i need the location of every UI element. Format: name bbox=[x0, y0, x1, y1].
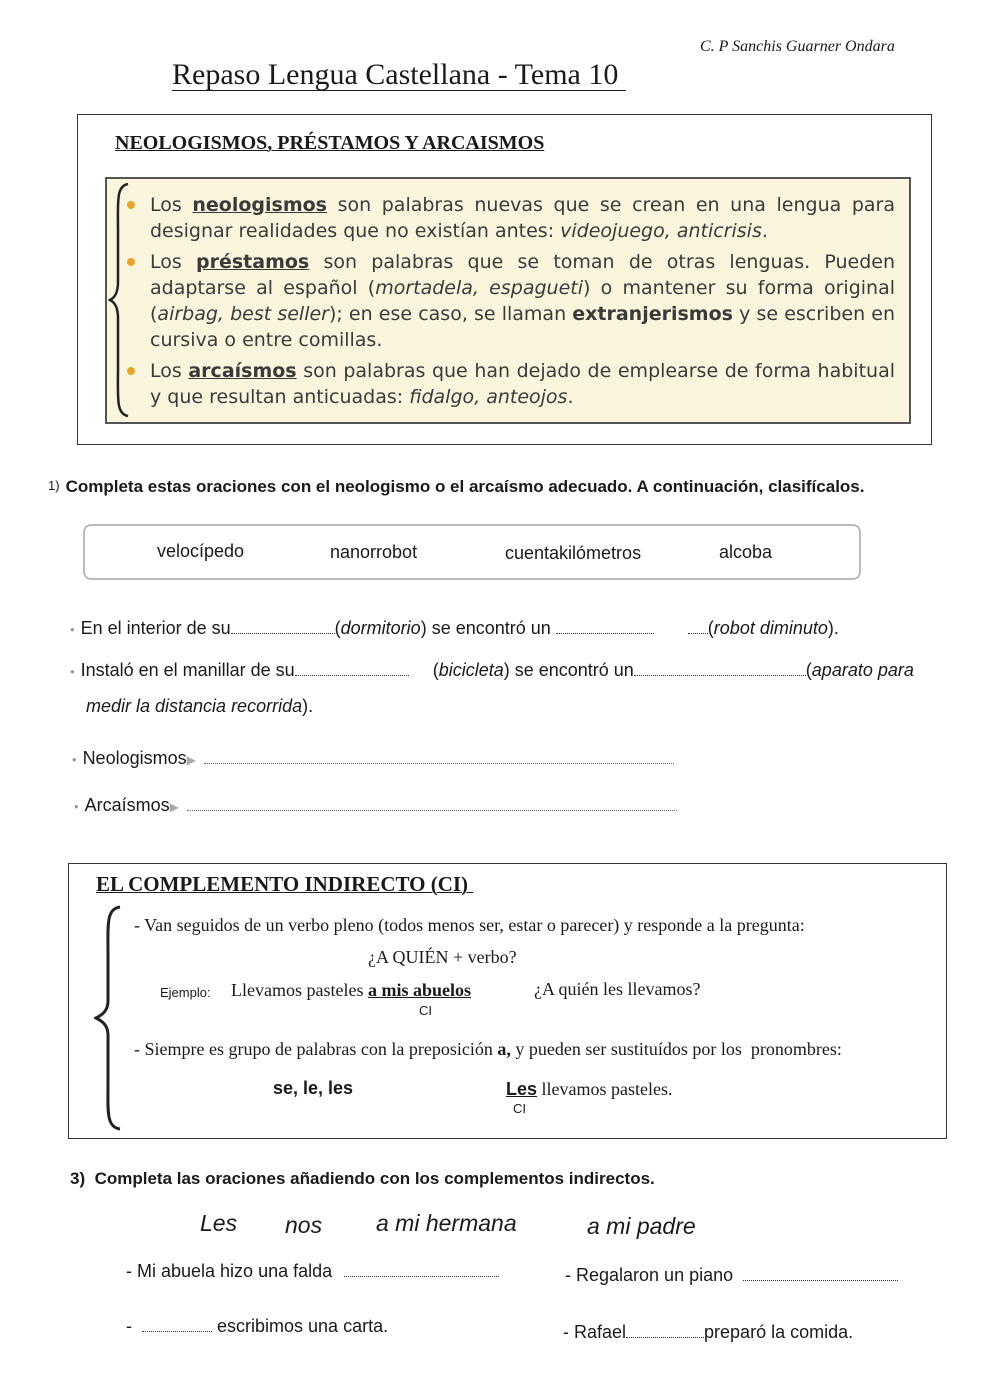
page-title: Repaso Lengua Castellana - Tema 10 bbox=[172, 58, 626, 91]
theory-text bbox=[150, 192, 895, 415]
bullet-icon bbox=[127, 201, 135, 209]
answer-blank[interactable] bbox=[231, 619, 335, 634]
sentence-1: • En el interior de su (dormitorio) se encontró un (robot diminuto). bbox=[70, 618, 839, 638]
answer-blank[interactable] bbox=[295, 661, 409, 676]
answer-blank[interactable] bbox=[142, 1317, 212, 1332]
curly-brace-icon bbox=[94, 905, 124, 1131]
ci-option: Les bbox=[200, 1210, 238, 1236]
ci-rule-1: - Van seguidos de un verbo pleno (todos menos ser, estar o parecer) y responde a la pregunta: bbox=[134, 915, 805, 935]
bullet-icon bbox=[127, 258, 135, 266]
ci-sentence-4: - Rafael preparó la comida. bbox=[563, 1322, 854, 1342]
ci-pronouns: se, le, les bbox=[273, 1078, 354, 1098]
ci-tag: CI bbox=[513, 1101, 526, 1116]
ci-tag: CI bbox=[419, 1003, 432, 1018]
exercise-3-instruction: 3) Completa las oraciones añadiendo con los complementos indirectos. bbox=[70, 1169, 655, 1188]
bullet-icon: • bbox=[70, 664, 75, 679]
ci-example: Llevamos pasteles a mis abuelos bbox=[231, 980, 471, 1000]
answer-blank[interactable] bbox=[743, 1266, 898, 1281]
answer-blank[interactable] bbox=[688, 619, 708, 634]
ci-question: ¿A QUIÉN + verbo? bbox=[368, 947, 517, 967]
arrow-right-icon: ▶ bbox=[186, 753, 196, 767]
arrow-right-icon: ▶ bbox=[169, 800, 179, 814]
bullet-icon: • bbox=[72, 752, 77, 767]
word-option: nanorrobot bbox=[330, 542, 418, 562]
bullet-icon: • bbox=[74, 799, 79, 814]
answer-blank[interactable] bbox=[634, 661, 806, 676]
ci-example-2: Les llevamos pasteles. bbox=[506, 1079, 673, 1099]
word-option: alcoba bbox=[719, 542, 773, 562]
ci-rule-2: - Siempre es grupo de palabras con la preposición a, y pueden ser sustituídos por los pronombres: bbox=[134, 1039, 842, 1059]
answer-blank[interactable] bbox=[187, 796, 677, 811]
section-title-neologismos: NEOLOGISMOS, PRÉSTAMOS Y ARCAISMOS bbox=[115, 132, 545, 154]
ci-option: nos bbox=[285, 1212, 323, 1238]
ci-option: a mi padre bbox=[587, 1213, 696, 1239]
ci-example-question: ¿A quién les llevamos? bbox=[534, 979, 701, 999]
answer-blank[interactable] bbox=[556, 619, 654, 634]
theory-item-arcaismos: Los arcaísmos son palabras que han dejado de emplearse de forma habitual y que resultan anticuadas: fidalgo, anteojos. bbox=[150, 358, 895, 410]
school-name: C. P Sanchis Guarner Ondara bbox=[700, 38, 895, 55]
answer-blank[interactable] bbox=[344, 1262, 499, 1277]
answer-blank[interactable] bbox=[204, 749, 674, 764]
bullet-icon bbox=[127, 367, 135, 375]
ci-sentence-3: - escribimos una carta. bbox=[126, 1316, 389, 1336]
sentence-2: • Instaló en el manillar de su (bicicleta) se encontró un (aparato para bbox=[70, 660, 914, 680]
exercise-1-instruction: 1) Completa estas oraciones con el neologismo o el arcaísmo adecuado. A continuación, clasifícalos. bbox=[48, 477, 865, 496]
theory-item-prestamos: Los préstamos son palabras que se toman de otras lenguas. Pueden adaptarse al español (mortadela, espagueti) o mantener su forma original (airbag, best seller); en ese caso, se llaman extranjerismos y se escriben en cursiva o entre comillas. bbox=[150, 249, 895, 353]
section-title-ci: EL COMPLEMENTO INDIRECTO (CI) bbox=[96, 872, 474, 896]
curly-brace-icon bbox=[108, 182, 132, 418]
theory-item-neologismos: Los neologismos son palabras nuevas que se crean en una lengua para designar realidades que no existían antes: videojuego, anticrisis. bbox=[150, 192, 895, 244]
sentence-2-continuation: medir la distancia recorrida). bbox=[86, 696, 314, 716]
neologismos-row: • Neologismos▶ bbox=[72, 748, 674, 769]
example-label: Ejemplo: bbox=[160, 985, 211, 1000]
ci-sentence-1: - Mi abuela hizo una falda bbox=[126, 1261, 499, 1282]
answer-blank[interactable] bbox=[626, 1323, 704, 1338]
arcaismos-row: • Arcaísmos▶ bbox=[74, 795, 677, 816]
ci-sentence-2: - Regalaron un piano bbox=[565, 1265, 898, 1286]
bullet-icon: • bbox=[70, 622, 75, 637]
word-option: cuentakilómetros bbox=[505, 543, 642, 563]
word-option: velocípedo bbox=[157, 541, 245, 561]
ci-option: a mi hermana bbox=[376, 1210, 517, 1236]
